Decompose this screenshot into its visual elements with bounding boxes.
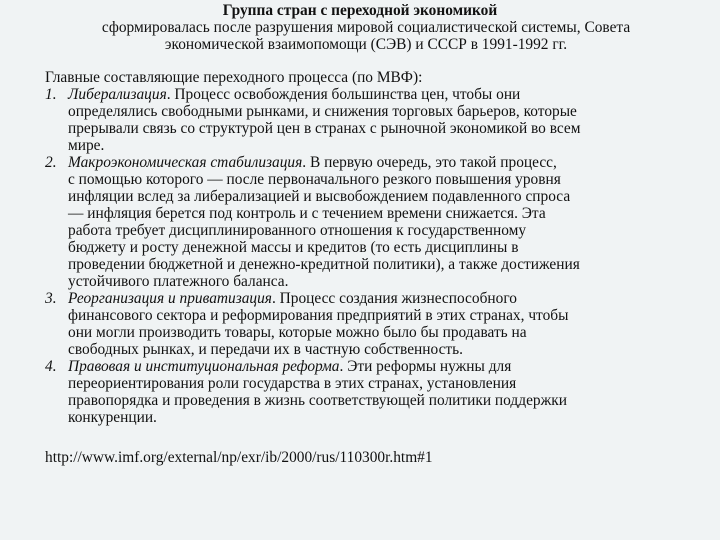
item-line xyxy=(68,154,695,171)
item-line: свободных рынках, и передачи их в частную собственность. xyxy=(68,341,464,358)
list-item-macro-stabilization xyxy=(45,154,695,290)
item-line: переориентирования роли государства в этих странах, установления xyxy=(68,375,517,392)
item-line: проведении бюджетной и денежно-кредитной политики), а также достижения xyxy=(68,256,580,273)
list-item-privatization xyxy=(45,290,695,358)
source-url: http://www.imf.org/external/np/exr/ib/2000/rus/110300r.htm#1 xyxy=(45,449,433,466)
item-text: . Эти реформы нужны для xyxy=(339,358,512,375)
item-term: Реорганизация и приватизация xyxy=(68,290,272,307)
subtitle xyxy=(56,19,676,53)
item-line xyxy=(68,358,695,375)
item-line: инфляции вслед за либерализацией и высвобождением подавленного спроса xyxy=(68,188,571,205)
item-line: мире. xyxy=(68,137,105,154)
item-number: 2. xyxy=(45,154,57,171)
item-number: 3. xyxy=(45,290,57,307)
item-line xyxy=(68,86,695,103)
item-line: работа требует дисциплинированного отношения к государственному xyxy=(68,222,527,239)
list-item-legal-reform xyxy=(45,358,695,426)
item-text: . Процесс создания жизнеспособного xyxy=(271,290,517,307)
intro-text: Главные составляющие переходного процесса (по МВФ): xyxy=(45,69,423,86)
item-number: 1. xyxy=(45,86,57,103)
item-line: конкуренции. xyxy=(68,409,157,426)
item-line: прерывали связь со структурой цен в странах с рыночной экономикой во всем xyxy=(68,120,581,137)
item-line: устойчивого платежного баланса. xyxy=(68,273,289,290)
item-line xyxy=(68,290,695,307)
item-line: бюджету и росту денежной массы и кредитов (то есть дисциплины в xyxy=(68,239,519,256)
item-text: . Процесс освобождения большинства цен, чтобы они xyxy=(166,86,521,103)
item-term: Макроэкономическая стабилизация xyxy=(68,154,303,171)
item-line: они могли производить товары, которые можно было бы продавать на xyxy=(68,324,527,341)
item-line: финансового сектора и реформирования предприятий в этих странах, чтобы xyxy=(68,307,569,324)
item-line: правопорядка и проведения в жизнь соответствующей политики поддержки xyxy=(68,392,567,409)
item-text: . В первую очередь, это такой процесс, xyxy=(302,154,557,171)
item-term: Правовая и институциональная реформа xyxy=(68,358,340,375)
components-list xyxy=(45,86,695,426)
list-item-liberalization xyxy=(45,86,695,154)
item-number: 4. xyxy=(45,358,57,375)
subtitle-line: сформировалась после разрушения мировой социалистической системы, Совета xyxy=(101,19,631,36)
item-line: с помощью которого — после первоначального резкого повышения уровня xyxy=(68,171,561,188)
item-line: определялись свободными рынками, и снижения торговых барьеров, которые xyxy=(68,103,577,120)
item-line: — инфляция берется под контроль и с течением времени снижается. Эта xyxy=(68,205,546,222)
subtitle-line: экономической взаимопомощи (СЭВ) и СССР в 1991-1992 гг. xyxy=(164,36,568,53)
slide-title: Группа стран с переходной экономикой xyxy=(222,2,498,19)
item-term: Либерализация xyxy=(68,86,167,103)
